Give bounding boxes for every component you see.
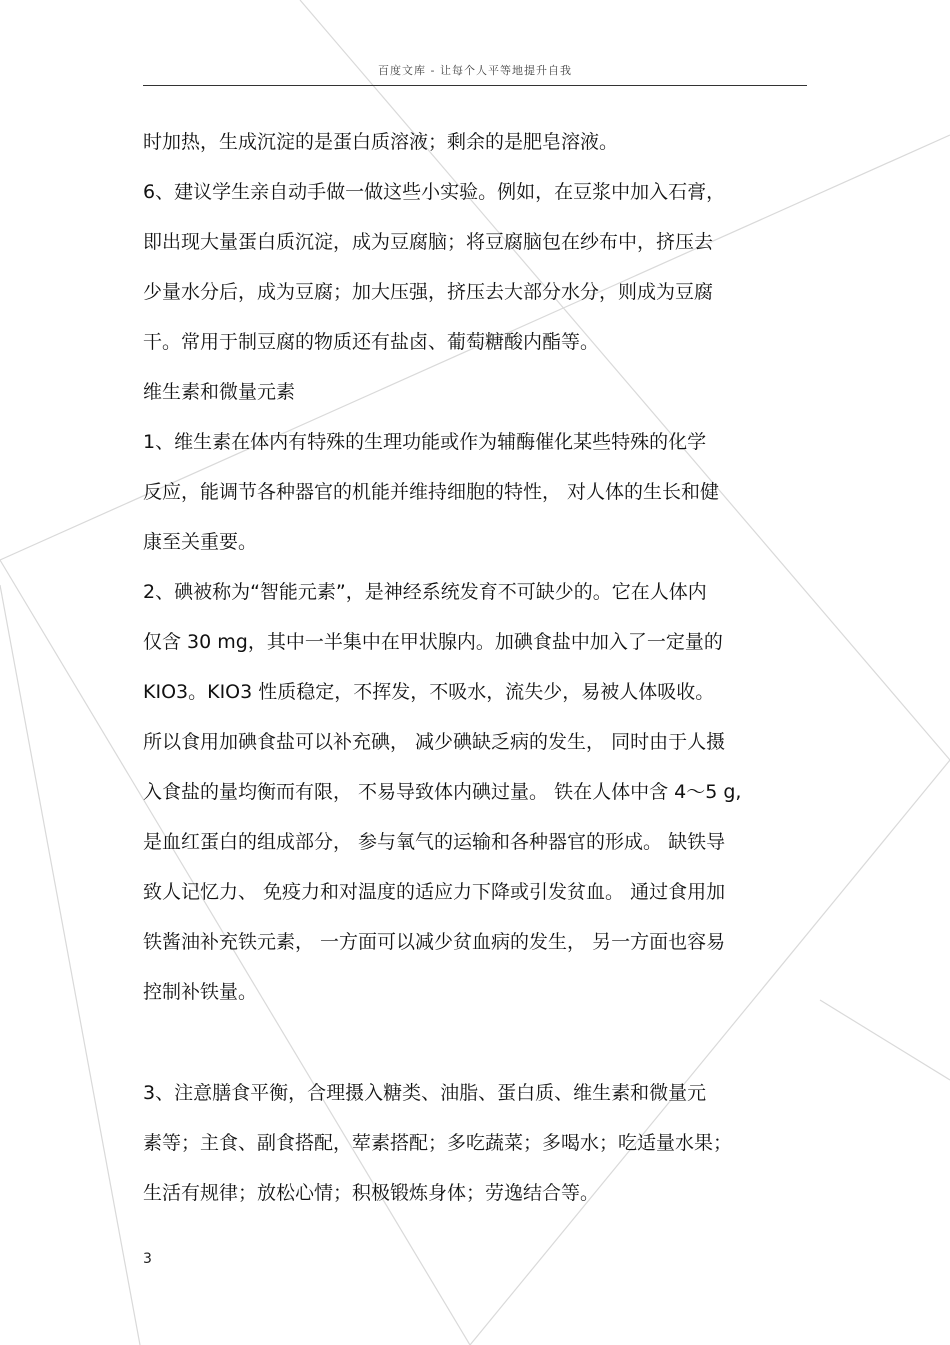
page-number: 3 xyxy=(143,1251,152,1267)
text-line: 铁酱油补充铁元素， 一方面可以减少贫血病的发生， 另一方面也容易 xyxy=(143,931,726,953)
text-line: 致人记忆力、 免疫力和对温度的适应力下降或引发贫血。 通过食用加 xyxy=(143,881,726,903)
text-line: 是血红蛋白的组成部分， 参与氧气的运输和各种器官的形成。 缺铁导 xyxy=(143,831,726,853)
text-line: 仅含 30 mg，其中一半集中在甲状腺内。加碘食盐中加入了一定量的 xyxy=(143,631,723,653)
text-line: 6、建议学生亲自动手做一做这些小实验。例如，在豆浆中加入石膏， xyxy=(143,181,726,203)
text-line: 1、维生素在体内有特殊的生理功能或作为辅酶催化某些特殊的化学 xyxy=(143,431,707,453)
header-divider xyxy=(143,85,807,86)
text-line: 时加热，生成沉淀的是蛋白质溶液；剩余的是肥皂溶液。 xyxy=(143,131,619,153)
text-line: 3、注意膳食平衡，合理摄入糖类、油脂、蛋白质、维生素和微量元 xyxy=(143,1082,707,1104)
page-header: 百度文库 - 让每个人平等地提升自我 xyxy=(378,64,572,77)
text-line: KIO3。KIO3 性质稳定，不挥发，不吸水，流失少，易被人体吸收。 xyxy=(143,681,715,703)
text-line: 入食盐的量均衡而有限， 不易导致体内碘过量。 铁在人体中含 4～5 g, xyxy=(143,781,742,803)
document-body xyxy=(143,125,813,1226)
text-line: 生活有规律；放松心情；积极锻炼身体；劳逸结合等。 xyxy=(143,1182,600,1204)
text-line: 即出现大量蛋白质沉淀，成为豆腐脑；将豆腐脑包在纱布中，挤压去 xyxy=(143,231,714,253)
paragraph-gap xyxy=(143,1025,813,1076)
section-heading: 维生素和微量元素 xyxy=(143,381,296,403)
text-line: 少量水分后，成为豆腐；加大压强，挤压去大部分水分，则成为豆腐 xyxy=(143,281,714,303)
text-line: 干。常用于制豆腐的物质还有盐卤、葡萄糖酸内酯等。 xyxy=(143,331,600,353)
text-line: 所以食用加碘食盐可以补充碘， 减少碘缺乏病的发生， 同时由于人摄 xyxy=(143,731,726,753)
text-line: 2、碘被称为“智能元素”，是神经系统发育不可缺少的。它在人体内 xyxy=(143,581,707,603)
text-line: 康至关重要。 xyxy=(143,531,258,553)
text-line: 控制补铁量。 xyxy=(143,981,258,1003)
text-line: 素等；主食、副食搭配，荤素搭配；多吃蔬菜；多喝水；吃适量水果； xyxy=(143,1132,733,1154)
text-line: 反应，能调节各种器官的机能并维持细胞的特性， 对人体的生长和健 xyxy=(143,481,720,503)
